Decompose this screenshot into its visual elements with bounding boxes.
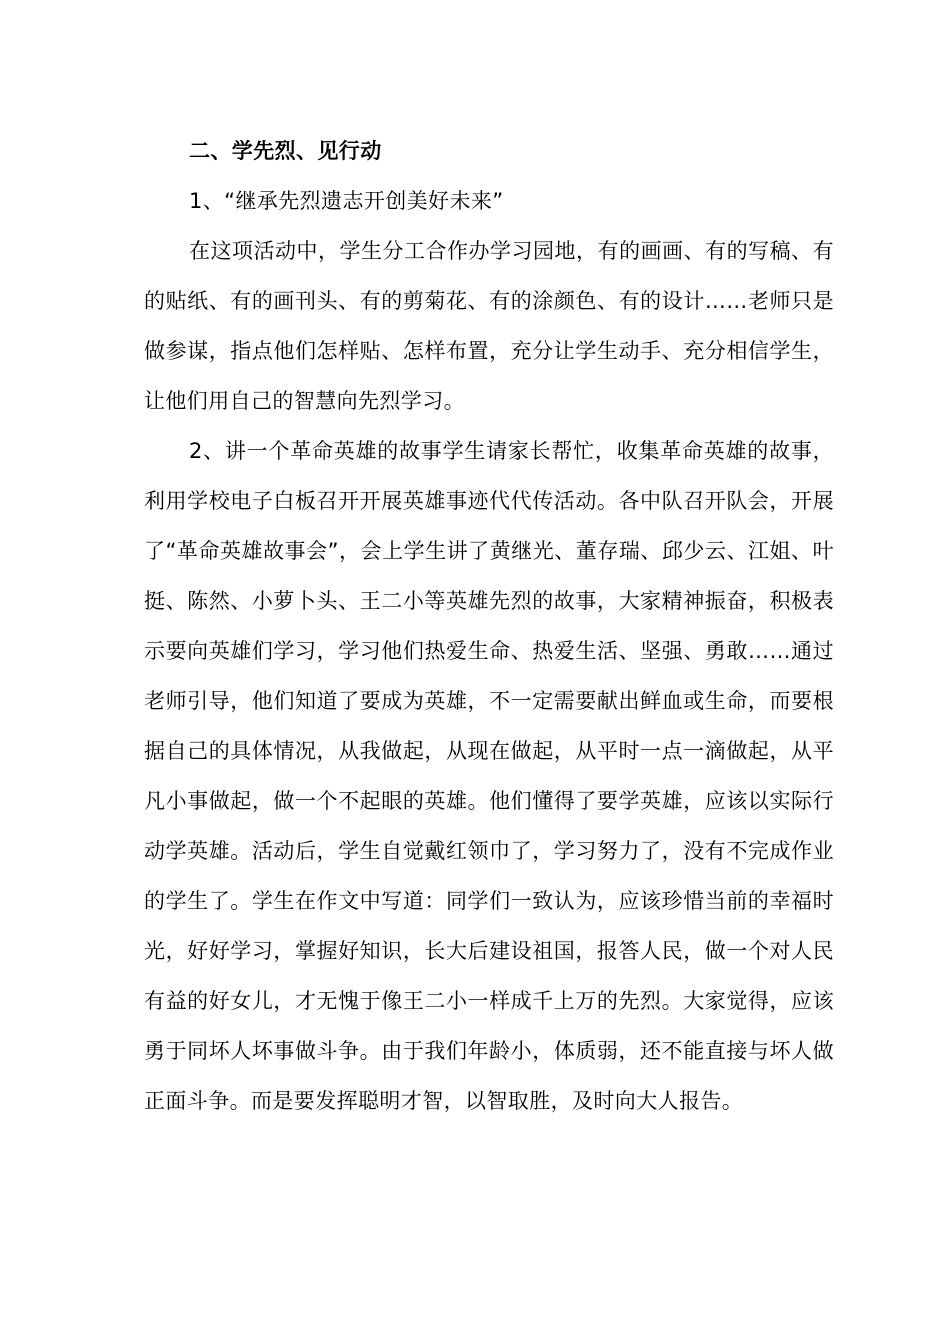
subheading-paragraph: 1、“继承先烈遗志开创美好未来” [189, 189, 504, 213]
body-paragraph: 在这项活动中，学生分工合作办学习园地，有的画画、有的写稿、有的贴纸、有的画刊头、有的剪菊花、有的涂颜色、有的设计……老师只是做参谋，指点他们怎样贴、怎样布置，充分让学生动手、充分相信学生，让他们用自己的智慧向先烈学习。 [144, 239, 834, 413]
body-paragraph: 2、讲一个革命英雄的故事学生请家长帮忙，收集革命英雄的故事，利用学校电子白板召开开展英雄事迹代代传活动。各中队召开队会，开展了“革命英雄故事会”，会上学生讲了黄继光、董存瑞、邱少云、江姐、叶挺、陈然、小萝卜头、王二小等英雄先烈的故事，大家精神振奋，积极表示要向英雄们学习，学习他们热爱生命、热爱生活、坚强、勇敢……通过老师引导，他们知道了要成为英雄，不一定需要献出鲜血或生命，而要根据自己的具体情况，从我做起，从现在做起，从平时一点一滴做起，从平凡小事做起，做一个不起眼的英雄。他们懂得了要学英雄，应该以实际行动学英雄。活动后，学生自觉戴红领巾了，学习努力了，没有不完成作业的学生了。学生在作文中写道：同学们一致认为，应该珍惜当前的幸福时光，好好学习，掌握好知识，长大后建设祖国，报答人民，做一个对人民有益的好女儿，才无愧于像王二小一样成千上万的先烈。大家觉得，应该勇于同坏人坏事做斗争。由于我们年龄小，体质弱，还不能直接与坏人做正面斗争。而是要发挥聪明才智，以智取胜，及时向大人报告。 [144, 439, 834, 1113]
document-body [144, 126, 834, 1126]
section-heading: 二、学先烈、见行动 [189, 139, 382, 163]
